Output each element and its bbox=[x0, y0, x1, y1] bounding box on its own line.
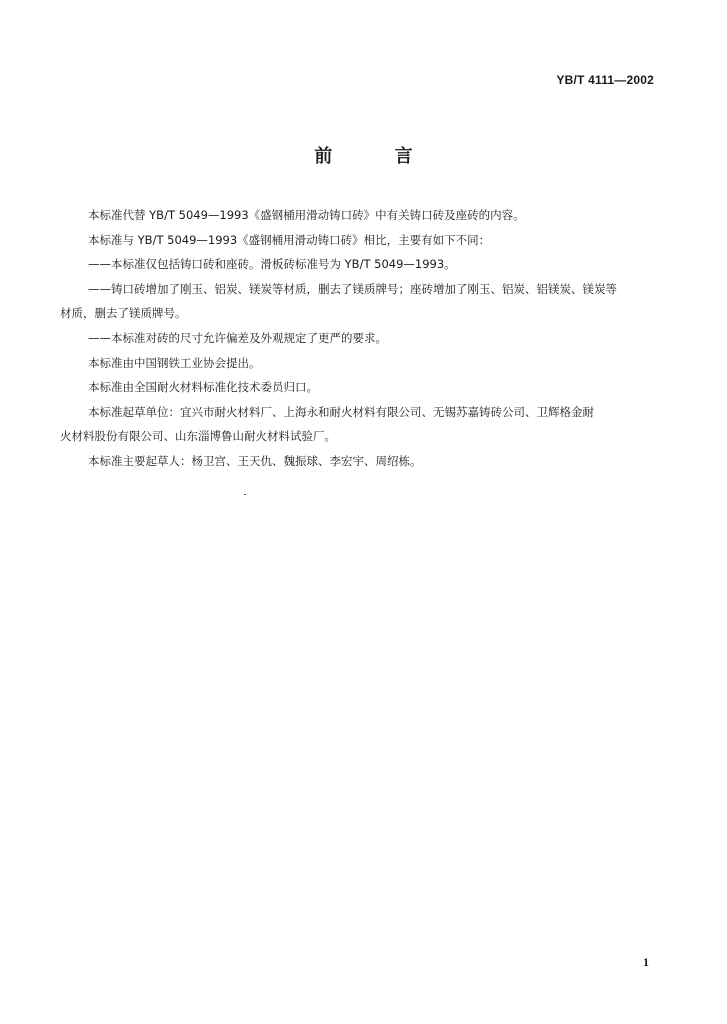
paragraph-7: 本标准由全国耐火材料标准化技术委员归口。 bbox=[88, 380, 318, 395]
paragraph-1: 本标准代替 YB/T 5049—1993《盛钢桶用滑动铸口砖》中有关铸口砖及座砖的内容。 bbox=[88, 208, 525, 222]
page-title: 前 言 bbox=[314, 146, 441, 167]
paragraph-4-line-2: 材质，删去了镁质牌号。 bbox=[60, 306, 187, 321]
foreword-body bbox=[60, 203, 660, 474]
paragraph-4-line-1: ——铸口砖增加了刚玉、铝炭、镁炭等材质，删去了镁质牌号；座砖增加了刚玉、铝炭、铝镁炭、镁炭等 bbox=[88, 281, 617, 296]
paragraph-6: 本标准由中国钢铁工业协会提出。 bbox=[88, 355, 261, 370]
stray-dot bbox=[244, 494, 246, 495]
paragraph-9: 本标准主要起草人：杨卫宫、王天仇、魏振球、李宏宇、周绍栋。 bbox=[88, 453, 422, 468]
paragraph-8-line-2: 火材料股份有限公司、山东淄博鲁山耐火材料试验厂。 bbox=[60, 429, 336, 444]
page-number: 1 bbox=[643, 955, 649, 969]
paragraph-8-line-1: 本标准起草单位：宜兴市耐火材料厂、上海永和耐火材料有限公司、无锡苏嘉铸砖公司、卫辉格金耐 bbox=[88, 404, 594, 419]
standard-code: YB/T 4111—2002 bbox=[556, 73, 654, 87]
paragraph-5: ——本标准对砖的尺寸允许偏差及外观规定了更严的要求。 bbox=[88, 330, 387, 345]
paragraph-3: ——本标准仅包括铸口砖和座砖。滑板砖标准号为 YB/T 5049—1993。 bbox=[88, 257, 456, 272]
paragraph-2: 本标准与 YB/T 5049—1993《盛钢桶用滑动铸口砖》相比，主要有如下不同： bbox=[88, 232, 491, 247]
